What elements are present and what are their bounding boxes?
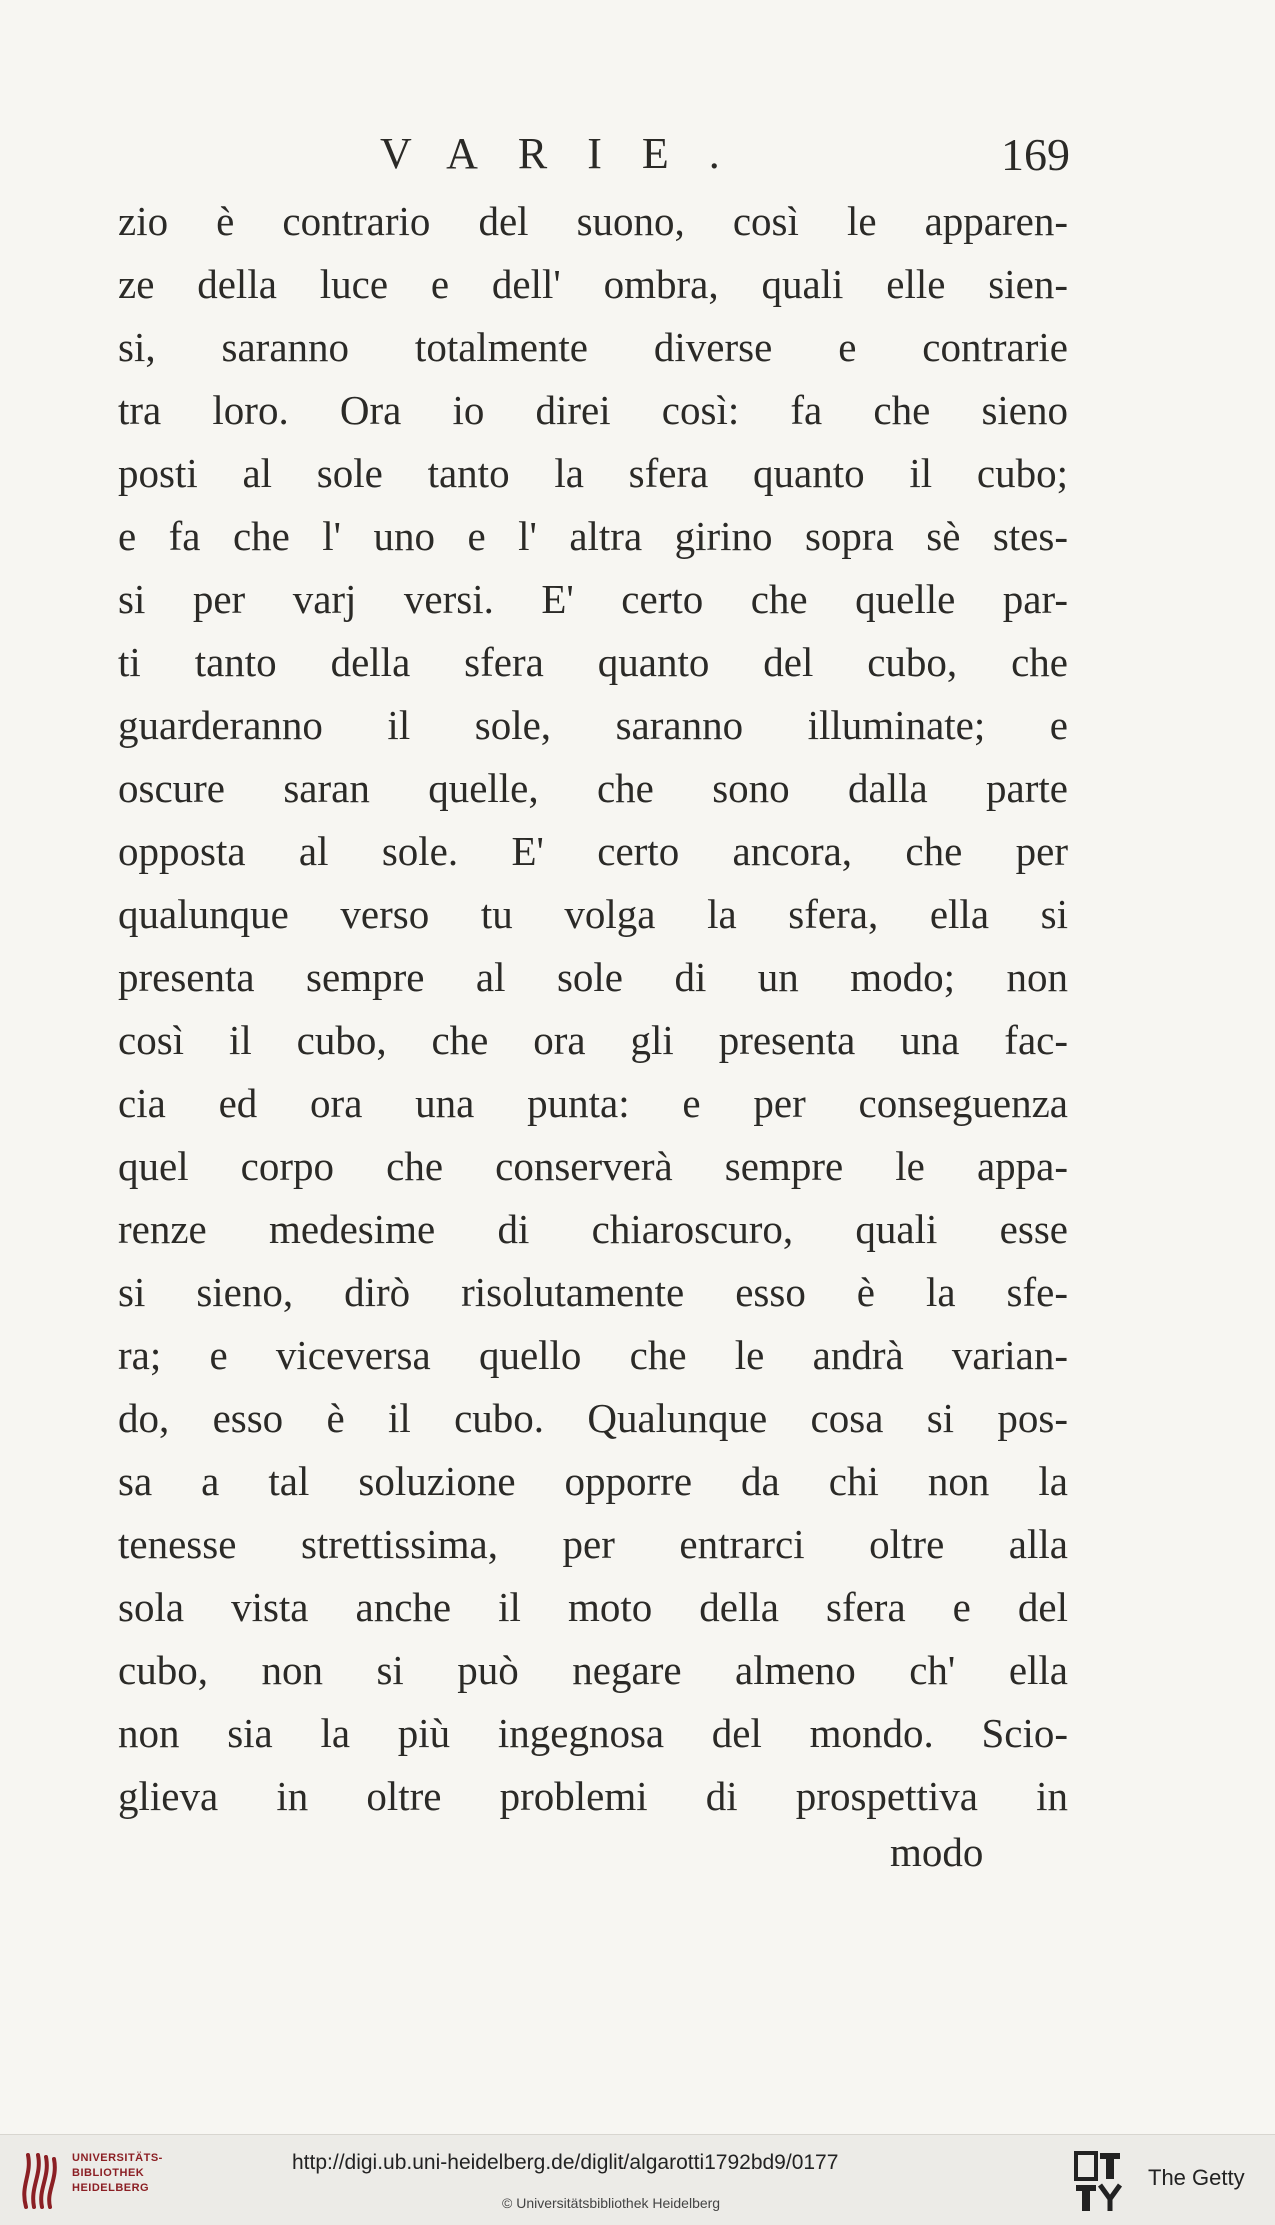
text-line: qualunque verso tu volga la sfera, ella si xyxy=(118,891,1068,937)
text-line: quel corpo che conserverà sempre le appa- xyxy=(118,1143,1068,1189)
text-line: posti al sole tanto la sfera quanto il cubo; xyxy=(118,450,1068,496)
text-line: zio è contrario del suono, così le apparen- xyxy=(118,198,1068,244)
text-line: si sieno, dirò risolutamente esso è la sfe- xyxy=(118,1269,1068,1315)
viewer-footer xyxy=(0,2134,1275,2225)
catchword: modo xyxy=(890,1829,984,1875)
text-line: oscure saran quelle, che sono dalla parte xyxy=(118,765,1068,811)
text-line: sola vista anche il moto della sfera e del xyxy=(118,1584,1068,1630)
library-name-line: HEIDELBERG xyxy=(72,2182,150,2194)
text-line: ze della luce e dell' ombra, quali elle sien- xyxy=(118,261,1068,307)
university-library-logo-icon[interactable] xyxy=(12,2145,72,2215)
text-line: tenesse strettissima, per entrarci oltre alla xyxy=(118,1521,1068,1567)
text-line: si, saranno totalmente diverse e contrarie xyxy=(118,324,1068,370)
text-line: si per varj versi. E' certo che quelle par- xyxy=(118,576,1068,622)
getty-logo-icon[interactable] xyxy=(1074,2151,1124,2213)
running-head-title: VARIE. xyxy=(380,129,760,178)
body-text xyxy=(118,190,1068,1828)
text-line: do, esso è il cubo. Qualunque cosa si pos- xyxy=(118,1395,1068,1441)
library-name-line: UNIVERSITÄTS- xyxy=(72,2152,163,2164)
text-line: presenta sempre al sole di un modo; non xyxy=(118,954,1068,1000)
running-head xyxy=(380,128,1080,188)
text-line: glieva in oltre problemi di prospettiva in xyxy=(118,1773,1068,1819)
text-line: non sia la più ingegnosa del mondo. Scio- xyxy=(118,1710,1068,1756)
text-line: ti tanto della sfera quanto del cubo, che xyxy=(118,639,1068,685)
library-name-line: BIBLIOTHEK xyxy=(72,2167,145,2179)
text-line: guarderanno il sole, saranno illuminate; e xyxy=(118,702,1068,748)
text-line: opposta al sole. E' certo ancora, che per xyxy=(118,828,1068,874)
getty-name[interactable]: The Getty xyxy=(1148,2165,1245,2190)
text-line: cubo, non si può negare almeno ch' ella xyxy=(118,1647,1068,1693)
page-number: 169 xyxy=(1001,129,1070,180)
copyright-notice: © Universitätsbibliothek Heidelberg xyxy=(502,2195,721,2211)
text-line: cia ed ora una punta: e per conseguenza xyxy=(118,1080,1068,1126)
text-line: e fa che l' uno e l' altra girino sopra sè stes- xyxy=(118,513,1068,559)
text-line: tra loro. Ora io direi così: fa che sieno xyxy=(118,387,1068,433)
text-line: renze medesime di chiaroscuro, quali esse xyxy=(118,1206,1068,1252)
library-name[interactable] xyxy=(72,2151,222,2196)
text-line: sa a tal soluzione opporre da chi non la xyxy=(118,1458,1068,1504)
text-line: così il cubo, che ora gli presenta una fac- xyxy=(118,1017,1068,1063)
text-line: ra; e viceversa quello che le andrà varian- xyxy=(118,1332,1068,1378)
permalink-url[interactable]: http://digi.ub.uni-heidelberg.de/diglit/algarotti1792bd9/0177 xyxy=(292,2151,839,2174)
